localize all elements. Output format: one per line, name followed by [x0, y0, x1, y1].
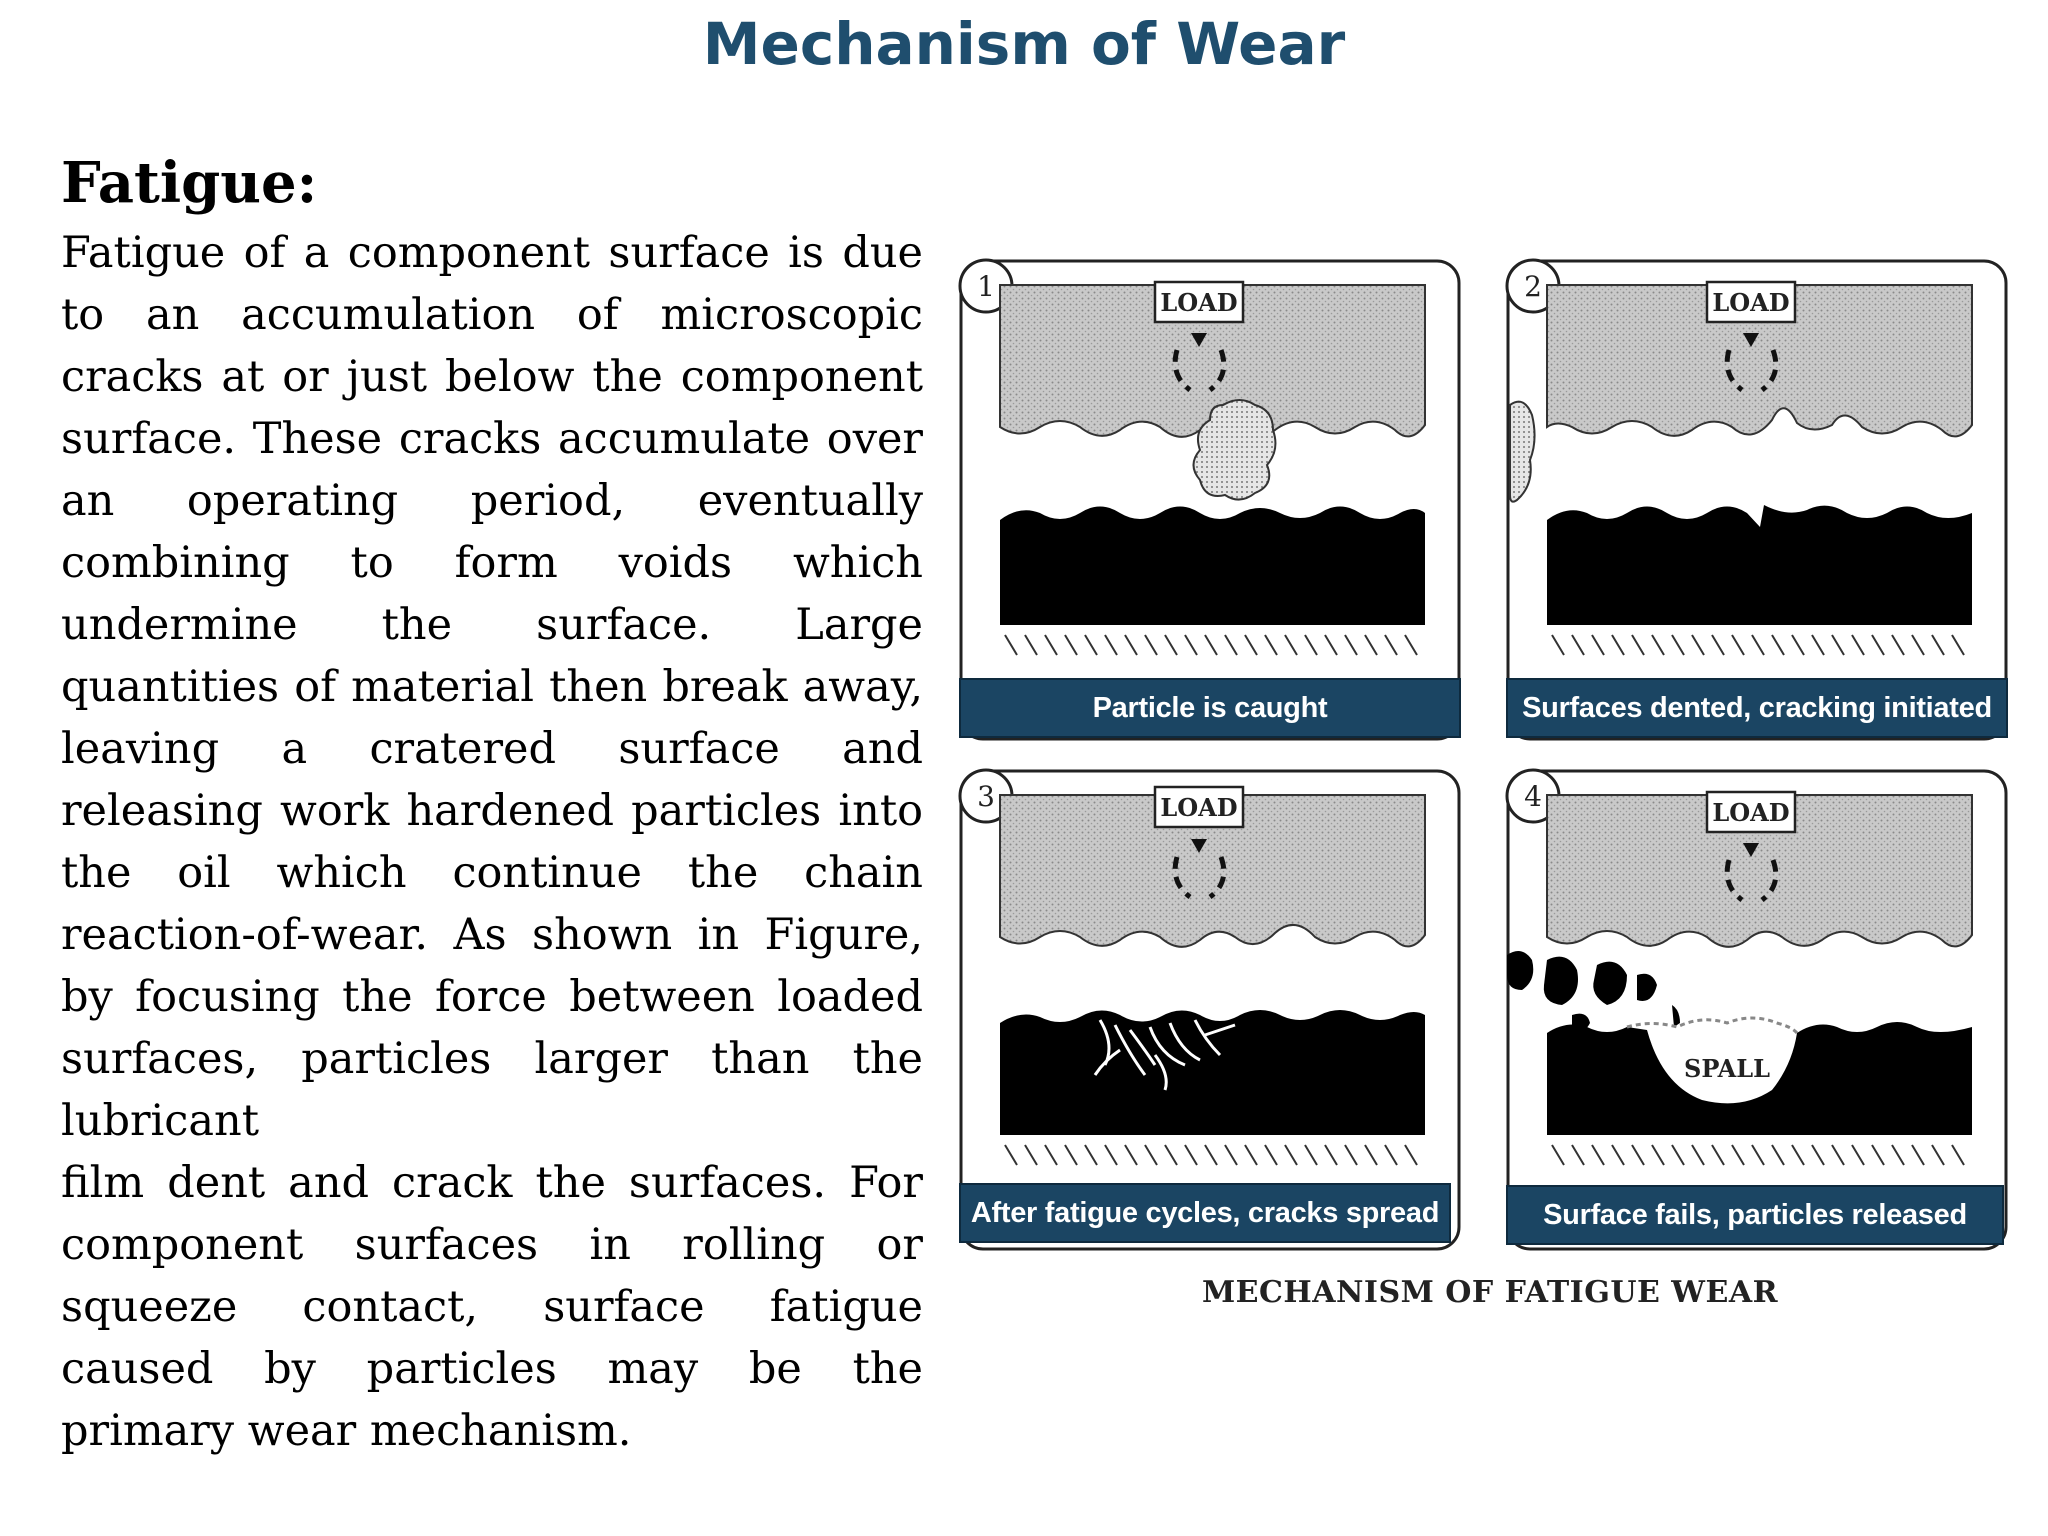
panel-3-illustration — [955, 765, 1465, 1255]
panel-1-number: 1 — [977, 270, 995, 303]
body-text — [61, 222, 923, 1462]
figure-panel-4 — [1502, 765, 2012, 1255]
panel-3-number: 3 — [977, 780, 995, 813]
panel-4-illustration — [1502, 765, 2012, 1255]
figure-panel-3 — [955, 765, 1465, 1255]
panel-2-number: 2 — [1524, 270, 1542, 303]
slide-title: Mechanism of Wear — [702, 10, 1346, 78]
panel-2-caption: Surfaces dented, cracking initiated — [1506, 678, 2008, 738]
panel-3-load-label: LOAD — [1160, 793, 1238, 822]
figure-caption: MECHANISM OF FATIGUE WEAR — [1201, 1275, 1779, 1310]
panel-4-spall-label: SPALL — [1683, 1054, 1771, 1083]
panel-1-illustration — [955, 255, 1465, 745]
panel-2-load-label: LOAD — [1712, 288, 1790, 317]
panel-4-number: 4 — [1524, 780, 1542, 813]
panel-1-caption: Particle is caught — [959, 678, 1461, 738]
fatigue-wear-figure — [955, 255, 2025, 1305]
figure-panel-2 — [1502, 255, 2012, 745]
panel-4-caption: Surface fails, particles released — [1506, 1185, 2004, 1245]
figure-panel-1 — [955, 255, 1465, 745]
body-paragraph-1: Fatigue of a component surface is due to an accumulation of microscopic cracks at or just below the component surface. These cracks accumulate over an operating period, eventually combining to form voids which undermine the surface. Large quantities of material then break away, leaving a cratered surface and releasing work hardened particles into the oil which continue the chain reaction-of-wear. As shown in Figure, by focusing the force between loaded surfaces, particles larger than the lubricant — [61, 228, 923, 1146]
panel-1-load-label: LOAD — [1160, 288, 1238, 317]
panel-3-caption: After fatigue cycles, cracks spread — [959, 1183, 1451, 1243]
section-heading: Fatigue: — [61, 150, 318, 216]
panel-4-load-label: LOAD — [1712, 798, 1790, 827]
panel-2-illustration — [1502, 255, 2012, 745]
body-paragraph-2: film dent and crack the surfaces. For component surfaces in rolling or squeeze contact, surface fatigue caused by particles may be the primary wear mechanism. — [61, 1158, 923, 1456]
